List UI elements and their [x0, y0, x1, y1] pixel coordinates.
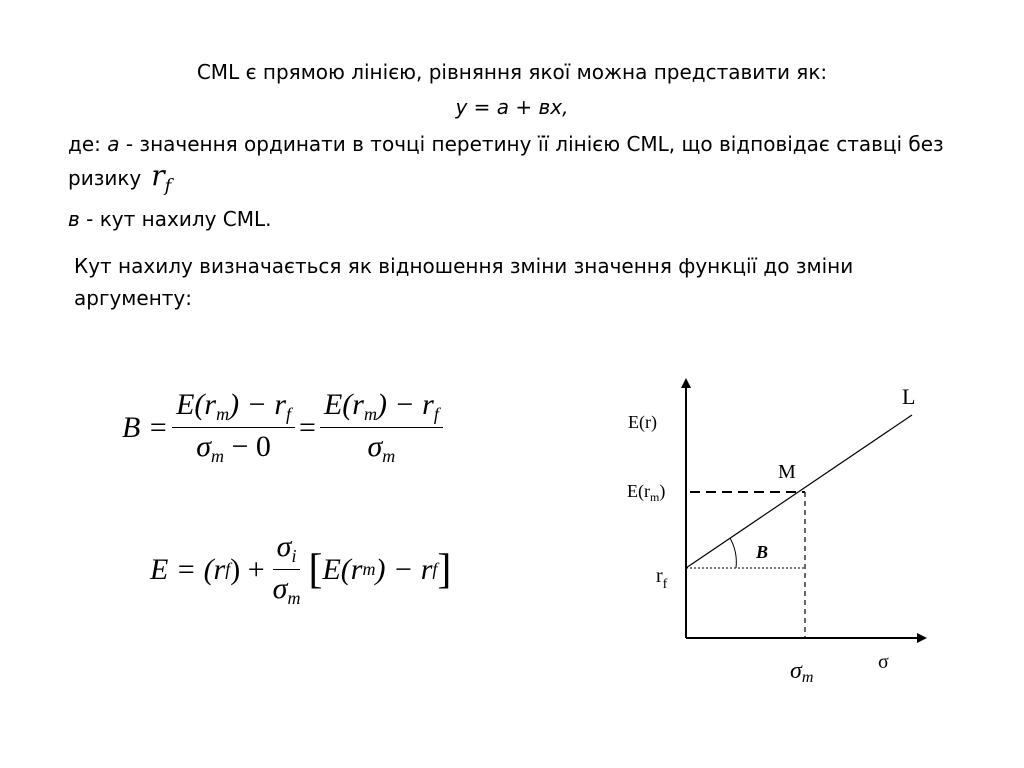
formula2-inner: E(r: [322, 552, 363, 586]
erm-label: [627, 481, 665, 504]
rf-label: [656, 565, 668, 592]
f1-num2-a: E(r: [323, 388, 364, 421]
f1-num2-tail-sub: f: [433, 404, 439, 424]
formula2-bracket-close: ]: [437, 546, 452, 593]
formula1-eq: =: [299, 410, 316, 444]
cml-intro-line: CML є прямою лінією, рівняння якої можна представити як:: [196, 60, 828, 84]
angle-arc: [730, 538, 736, 568]
f2-num-a: σ: [276, 530, 292, 563]
formula2-lhs-sub: f: [225, 559, 231, 579]
sigma-m-sub: m: [801, 669, 814, 686]
erm-label-close: ): [659, 481, 666, 501]
y-axis-label: E(r): [628, 412, 657, 432]
cml-line: [686, 415, 912, 568]
f1-den1-sub: m: [210, 446, 224, 466]
formula2-bracket-open: [: [308, 546, 323, 593]
def-b-var: в: [68, 206, 80, 231]
f1-den1-tail: − 0: [223, 430, 271, 463]
f2-num-sub: i: [291, 546, 297, 566]
rf-label-main: r: [656, 565, 663, 587]
rf-symbol-sub: f: [164, 175, 172, 197]
sigma-m-label: [790, 658, 813, 686]
f1-den2-sub: m: [382, 446, 396, 466]
def-a-text: - значення ординати в точці перетину її лінією CML, що відповідає ставці без ризику: [68, 132, 944, 190]
cml-equation: у = а + вх,: [455, 95, 569, 119]
f1-den2-a: σ: [367, 430, 383, 463]
formula1-lhs: B =: [122, 410, 169, 444]
def-a-var: а: [107, 132, 120, 156]
sigma-m-main: σ: [790, 658, 802, 684]
rf-label-sub: f: [662, 577, 668, 592]
f1-num2-tail: ) − r: [376, 388, 434, 421]
erm-label-main: E(r: [627, 481, 650, 501]
rf-symbol-letter: r: [151, 159, 165, 192]
formula2-inner-tail-sub: f: [432, 559, 438, 579]
x-axis-label: σ: [878, 651, 889, 673]
f1-num1-sub: m: [216, 404, 230, 424]
f1-num1-a: E(r: [176, 388, 217, 421]
def-b-text: - кут нахилу CML.: [79, 206, 272, 231]
formula2-lhs: E = (r: [150, 552, 226, 586]
line-label: L: [902, 384, 916, 409]
formula2-lhs-tail: ) +: [230, 552, 265, 586]
f1-num1-tail: ) − r: [229, 388, 286, 421]
point-m-label: M: [778, 461, 796, 483]
formula2-inner-sub: m: [362, 559, 376, 579]
f1-den1-a: σ: [196, 430, 211, 463]
f1-num2-sub: m: [363, 404, 377, 424]
f2-den-a: σ: [272, 572, 288, 605]
slope-paragraph: Кут нахилу визначається як відношення зміни значення функції до зміни аргументу:: [74, 254, 854, 310]
angle-label: B: [756, 542, 769, 562]
def-a-prefix: де:: [68, 132, 108, 156]
formula2-inner-tail: ) − r: [375, 552, 433, 586]
erm-label-sub: m: [649, 490, 660, 504]
f2-den-sub: m: [287, 588, 301, 608]
f1-num1-tail-sub: f: [286, 404, 292, 424]
